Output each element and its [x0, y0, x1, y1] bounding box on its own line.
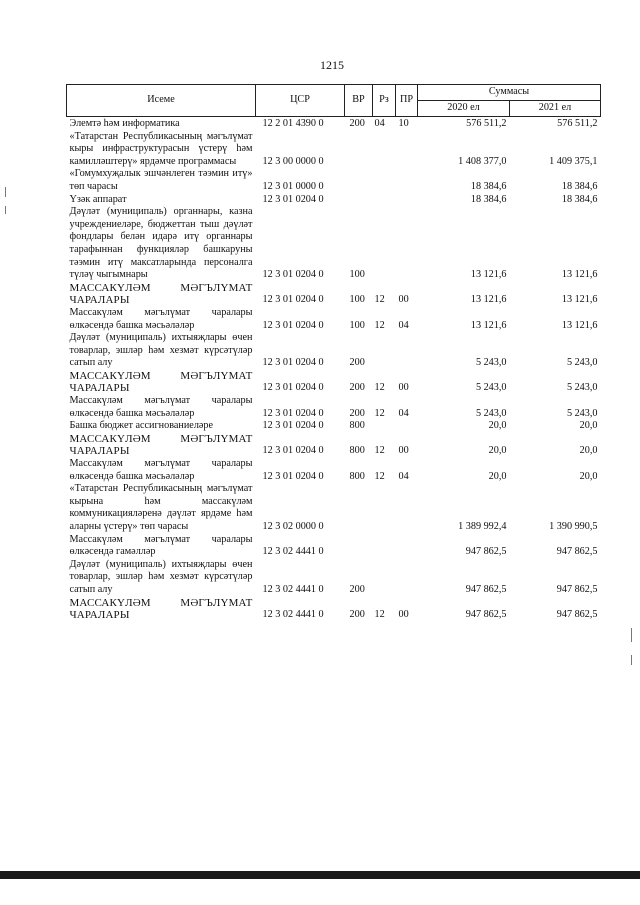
cell-name: «Татарстан Республикасының мәгълүмат кыры инфраструктурасын үстерү һәм камилләштерү» ярдәмче программасы [69, 130, 253, 167]
cell-vr: 200 [349, 357, 365, 369]
cell-pr [396, 483, 418, 533]
header-sums: Суммасы [418, 85, 601, 101]
cell-v2021: 18 384,6 [561, 193, 598, 205]
cell-v2020: 20,0 [488, 420, 507, 432]
header-pr: ПР [396, 85, 418, 117]
cell-rz: 12 [374, 382, 385, 394]
cell-csr: 12 3 01 0204 0 [262, 357, 324, 369]
cell-vr: 800 [349, 420, 365, 432]
cell-csr: 12 3 02 4441 0 [262, 546, 324, 558]
cell-name: МАССАКҮЛӘМ МӘГЪЛҮМАТ ЧАРАЛАРЫ [69, 281, 253, 307]
cell-v2021: 5 243,0 [566, 407, 598, 419]
cell-rz [373, 206, 396, 282]
cell-v2021: 13 121,6 [561, 269, 598, 281]
table-row [67, 559, 601, 597]
cell-v2020: 947 862,5 [465, 583, 507, 595]
cell-vr: 800 [349, 445, 365, 457]
header-csr: ЦСР [256, 85, 345, 117]
cell-pr: 00 [398, 294, 409, 306]
cell-pr: 04 [398, 407, 409, 419]
cell-v2020: 18 384,6 [470, 193, 507, 205]
cell-rz [373, 483, 396, 533]
cell-pr [396, 168, 418, 193]
cell-name: Массакүләм мәгълүмат чаралары өлкәсендә башка мәсьәләләр [69, 306, 253, 331]
cell-v2021: 947 862,5 [556, 546, 598, 558]
cell-pr [396, 194, 418, 207]
cell-rz [373, 332, 396, 370]
cell-csr: 12 3 01 0204 0 [262, 294, 324, 306]
table-row [67, 332, 601, 370]
cell-v2020: 13 121,6 [470, 294, 507, 306]
cell-name: «Гомумхуҗалык эшчәнлеген тәэмин итү» төп чарасы [69, 168, 253, 192]
table-row [67, 458, 601, 483]
cell-pr: 00 [398, 445, 409, 457]
cell-v2021: 1 390 990,5 [549, 521, 598, 532]
table-row [67, 483, 601, 533]
cell-pr [396, 332, 418, 370]
cell-vr: 200 [349, 583, 365, 595]
cell-rz: 12 [374, 319, 385, 331]
cell-vr: 100 [349, 319, 365, 331]
cell-name: Массакүләм мәгълүмат чаралары өлкәсендә башка мәсьәләләр [69, 458, 253, 482]
cell-v2020: 5 243,0 [475, 407, 507, 419]
cell-v2021: 5 243,0 [566, 382, 598, 394]
cell-vr: 100 [349, 269, 365, 281]
cell-v2021: 947 862,5 [556, 609, 598, 621]
cell-name: Элемтә һәм информатика [69, 118, 180, 129]
table-row [67, 433, 601, 458]
cell-vr [345, 131, 373, 169]
table-row [67, 282, 601, 307]
cell-vr: 200 [349, 609, 365, 621]
cell-name: Дәүләт (муниципаль) ихтыяҗлары өчен товарлар, эшләр һәм хезмәт күрсәтүләр сатып алу [69, 332, 253, 369]
cell-v2020: 947 862,5 [465, 546, 507, 558]
table-row [67, 117, 601, 131]
cell-v2021: 18 384,6 [561, 180, 598, 192]
table-row [67, 395, 601, 420]
header-rz: Рз [373, 85, 396, 117]
cell-pr [396, 206, 418, 282]
cell-name: «Татарстан Республикасының мәгълүмат кырына һәм массакүләм коммуникацияләренә дәүләт ярдәме һәм аларны үстерү» төп чарасы [69, 483, 253, 532]
cell-name: Үзәк аппарат [69, 193, 127, 205]
cell-vr [345, 534, 373, 559]
table-row [67, 307, 601, 332]
cell-v2021: 947 862,5 [556, 583, 598, 595]
table-body [67, 117, 601, 622]
cell-v2020: 5 243,0 [475, 357, 507, 369]
cell-v2020: 20,0 [488, 445, 507, 457]
cell-pr [396, 131, 418, 169]
cell-v2020: 5 243,0 [475, 382, 507, 394]
cell-vr: 800 [349, 470, 365, 482]
cell-csr: 12 3 01 0204 0 [262, 193, 324, 205]
table-row [67, 206, 601, 282]
cell-rz [373, 534, 396, 559]
cell-name: МАССАКҮЛӘМ МӘГЪЛҮМАТ ЧАРАЛАРЫ [69, 596, 253, 622]
table-row [67, 534, 601, 559]
table-row [67, 420, 601, 433]
scan-mark [631, 655, 632, 665]
cell-vr: 200 [349, 118, 365, 129]
cell-v2021: 13 121,6 [561, 294, 598, 306]
scan-bottom-bar [0, 871, 640, 879]
cell-pr [396, 420, 418, 433]
cell-pr [396, 534, 418, 559]
cell-pr [396, 559, 418, 597]
cell-csr: 12 2 01 4390 0 [262, 118, 324, 129]
cell-v2021: 5 243,0 [566, 357, 598, 369]
cell-name: Башка бюджет ассигнованиеләре [69, 420, 214, 432]
cell-name: Массакүләм мәгълүмат чаралары өлкәсендә гамәлләр [69, 533, 253, 558]
cell-rz [373, 131, 396, 169]
cell-v2021: 20,0 [579, 445, 598, 457]
cell-v2021: 20,0 [579, 470, 598, 482]
table-row [67, 370, 601, 395]
cell-name: Дәүләт (муниципаль) органнары, казна учреждениеләре, бюджеттан тыш дәүләт фондлары белән идарә итү органнары тарафыннан функцияләр башкаруны тәэмин итү максатларында персоналга түләү чыгымнары [69, 206, 253, 281]
header-name: Исеме [67, 85, 256, 117]
cell-csr: 12 3 01 0204 0 [262, 445, 324, 457]
scan-mark [5, 206, 6, 214]
cell-v2020: 947 862,5 [465, 609, 507, 621]
cell-v2020: 576 511,2 [466, 118, 507, 129]
cell-v2020: 1 389 992,4 [458, 521, 507, 532]
cell-v2020: 18 384,6 [470, 180, 507, 192]
cell-rz: 12 [374, 294, 385, 306]
table-row [67, 168, 601, 193]
cell-csr: 12 3 01 0204 0 [262, 407, 324, 419]
cell-rz [373, 168, 396, 193]
cell-vr [345, 168, 373, 193]
cell-vr: 200 [349, 407, 365, 419]
cell-vr [345, 194, 373, 207]
scan-mark [5, 187, 6, 197]
cell-v2021: 576 511,2 [557, 118, 598, 129]
table-row [67, 194, 601, 207]
cell-csr: 12 3 02 4441 0 [262, 583, 324, 595]
cell-csr: 12 3 02 0000 0 [262, 521, 324, 532]
cell-pr: 04 [398, 319, 409, 331]
cell-v2020: 1 408 377,0 [458, 155, 507, 167]
cell-v2020: 20,0 [488, 470, 507, 482]
cell-vr: 100 [349, 294, 365, 306]
header-year-2021: 2021 ел [510, 101, 601, 117]
header-vr: ВР [345, 85, 373, 117]
cell-pr: 10 [398, 118, 409, 129]
cell-csr: 12 3 01 0204 0 [262, 269, 324, 281]
cell-csr: 12 3 01 0204 0 [262, 470, 324, 482]
cell-csr: 12 3 01 0204 0 [262, 420, 324, 432]
cell-rz [373, 420, 396, 433]
table-header [67, 85, 601, 117]
cell-name: МАССАКҮЛӘМ МӘГЪЛҮМАТ ЧАРАЛАРЫ [69, 369, 253, 395]
cell-csr: 12 3 02 4441 0 [262, 609, 324, 621]
table-row [67, 597, 601, 622]
cell-csr: 12 3 01 0000 0 [262, 180, 324, 192]
table-row [67, 131, 601, 169]
cell-pr: 00 [398, 382, 409, 394]
cell-v2020: 13 121,6 [470, 319, 507, 331]
cell-csr: 12 3 01 0204 0 [262, 382, 324, 394]
cell-name: МАССАКҮЛӘМ МӘГЪЛҮМАТ ЧАРАЛАРЫ [69, 432, 253, 458]
cell-v2021: 20,0 [579, 420, 598, 432]
cell-v2021: 13 121,6 [561, 319, 598, 331]
cell-rz [373, 559, 396, 597]
cell-name: Дәүләт (муниципаль) ихтыяҗлары өчен товарлар, эшләр һәм хезмәт күрсәтүләр сатып алу [69, 558, 253, 595]
cell-csr: 12 3 00 0000 0 [262, 155, 324, 167]
budget-table [66, 84, 601, 622]
cell-pr: 04 [398, 470, 409, 482]
cell-vr: 200 [349, 382, 365, 394]
cell-vr [345, 483, 373, 533]
cell-rz [373, 194, 396, 207]
cell-v2021: 1 409 375,1 [549, 155, 598, 167]
cell-rz: 12 [374, 445, 385, 457]
cell-csr: 12 3 01 0204 0 [262, 319, 324, 331]
cell-name: Массакүләм мәгълүмат чаралары өлкәсендә башка мәсьәләләр [69, 395, 253, 419]
cell-rz: 12 [374, 470, 385, 482]
scan-mark [631, 628, 632, 642]
cell-rz: 12 [374, 407, 385, 419]
cell-v2020: 13 121,6 [470, 269, 507, 281]
header-year-2020: 2020 ел [418, 101, 510, 117]
cell-rz: 12 [374, 609, 385, 621]
cell-pr: 00 [398, 609, 409, 621]
page-number: 1215 [320, 58, 344, 72]
cell-rz: 04 [374, 118, 385, 129]
